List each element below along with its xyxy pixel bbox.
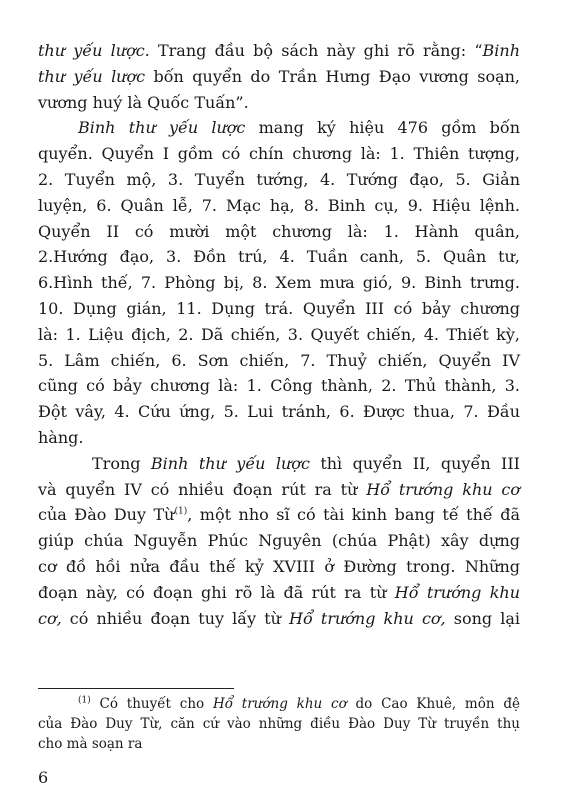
text-segment: Quyển II có mười một chương là: 1. Hành quân, [38,221,520,241]
text-segment: vương huý là Quốc Tuấn”. [38,92,249,112]
text-line [38,528,520,554]
text-line [38,296,520,322]
text-line [38,167,520,193]
text-line [38,193,520,219]
text-line [38,348,520,374]
text-line [38,141,520,167]
body-text [38,38,520,631]
text-segment: song lại [445,608,521,628]
text-segment: cơ đồ hồi nửa đầu thế kỷ XVIII ở Đường trong. Những [38,556,520,576]
text-segment: giúp chúa Nguyễn Phúc Nguyên (chúa Phật) xây dựng [38,531,520,551]
text-line [38,38,520,64]
italic-title: Binh thư yếu lược [150,453,310,473]
italic-title: cơ, [38,608,62,628]
text-segment: của Đào Duy Từ, căn cứ vào những điều Đào Duy Từ truyền thụ [38,716,520,732]
text-line [38,502,520,528]
text-segment: đoạn này, có đoạn ghi rõ là đã rút ra từ [38,582,395,602]
text-segment: Trang đầu bộ sách này ghi rõ rằng: “ [149,41,483,60]
italic-title: Hổ trướng khu cơ [212,696,347,712]
text-segment: 2.Hướng đạo, 3. Đồn trú, 4. Tuần canh, 5. Quân tư, [38,247,520,267]
text-line [38,219,520,245]
text-segment: 10. Dụng gián, 11. Dụng trá. Quyển III có bảy chương [38,298,520,318]
footnote-marker: (1) [78,695,91,706]
text-segment: là: 1. Liệu địch, 2. Dã chiến, 3. Quyết chiến, 4. Thiết kỳ, [38,324,520,344]
text-line [38,399,520,425]
text-line [38,606,520,632]
italic-title: Binh thư yếu lược [78,118,246,138]
text-segment: , một nho sĩ có tài kinh bang tế thế đã [187,505,521,525]
text-segment: và quyển IV có nhiều đoạn rút ra từ [38,479,367,499]
italic-title: Hổ trướng khu [394,582,520,602]
italic-title: thư yếu lược. [38,41,150,60]
text-segment: 6.Hình thế, 7. Phòng bị, 8. Xem mưa gió, 9. Binh trưng. [38,273,520,293]
text-segment: hàng. [38,427,84,447]
page-number: 6 [38,768,49,787]
footnote-line [38,694,520,714]
text-line [38,451,520,477]
italic-title: Binh [482,41,520,60]
text-segment: 5. Lâm chiến, 6. Sơn chiến, 7. Thuỷ chiến, Quyển IV [38,350,520,370]
italic-title: thư yếu lược [38,66,146,86]
text-segment: Có thuyết cho [90,696,213,712]
footnote-marker: (1) [174,507,188,518]
text-segment: luyện, 6. Quân lễ, 7. Mạc hạ, 8. Binh cụ, 9. Hiệu lệnh. [38,195,520,215]
text-line [38,90,520,116]
text-line [38,115,520,141]
italic-title: Hổ trướng khu cơ [366,479,520,499]
text-segment: 2. Tuyển mộ, 3. Tuyển tướng, 4. Tướng đạo, 5. Giản [38,169,520,189]
text-line [38,244,520,270]
text-line [38,477,520,503]
text-line [38,270,520,296]
text-segment: Đột vây, 4. Cứu ứng, 5. Lui tránh, 6. Được thua, 7. Đầu [38,402,520,422]
text-segment: mang ký hiệu 476 gồm bốn [245,118,521,138]
text-line [38,322,520,348]
text-segment: Trong [92,453,151,473]
text-line [38,425,520,451]
text-segment: cho mà soạn ra [38,736,143,752]
italic-title: Hổ trướng khu cơ, [289,608,446,628]
text-segment: quyển. Quyển I gồm có chín chương là: 1. Thiên tượng, [38,144,520,164]
text-line [38,373,520,399]
text-segment: có nhiều đoạn tuy lấy từ [61,608,290,628]
text-segment: của Đào Duy Từ [38,505,175,525]
text-line [38,580,520,606]
text-segment: thì quyển II, quyển III [309,453,521,473]
text-line [38,554,520,580]
footnote [38,694,520,754]
text-segment: cũng có bảy chương là: 1. Công thành, 2. Thủ thành, 3. [38,376,520,396]
text-segment: do Cao Khuê, môn đệ [346,696,520,712]
footnote-divider [38,688,234,689]
footnote-line [38,734,520,754]
footnote-line [38,714,520,734]
text-segment: bốn quyển do Trần Hưng Đạo vương soạn, [145,66,521,86]
text-line [38,64,520,90]
